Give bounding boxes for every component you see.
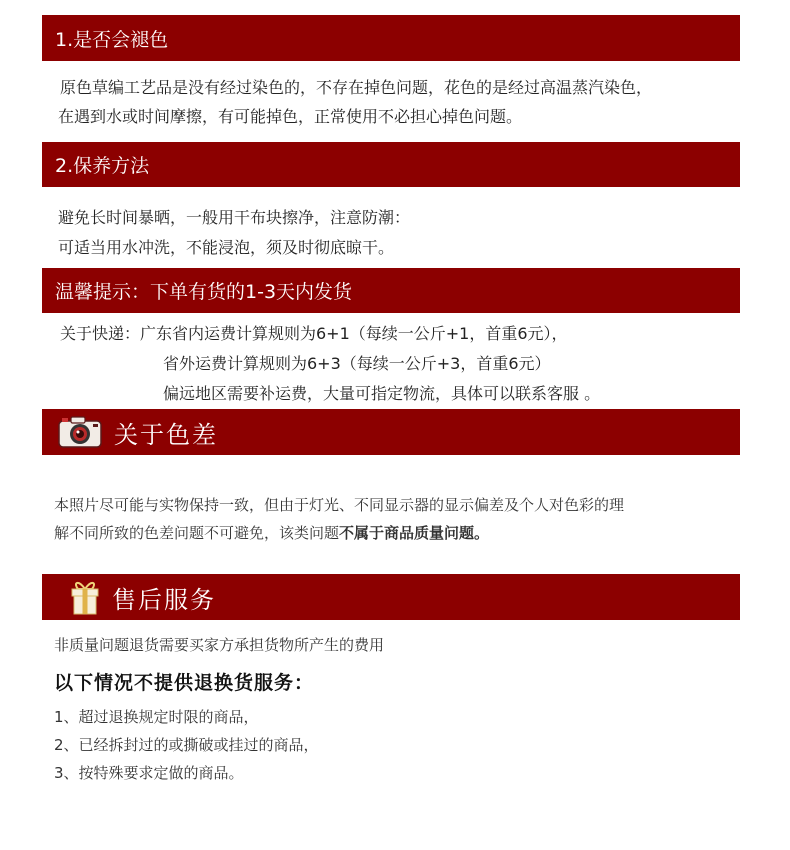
color-diff-text-emphasis: 不属于商品质量问题。 <box>339 524 490 542</box>
care-text-line-1: 避免长时间暴晒，一般用干布块擦净，注意防潮： <box>58 208 411 227</box>
section-title-color-diff: 关于色差 <box>114 420 218 449</box>
color-diff-text-prefix: 解不同所致的色差问题不可避免，该类问题 <box>54 524 340 542</box>
care-text-line-2: 可适当用水冲洗，不能浸泡，须及时彻底晾干。 <box>58 238 395 257</box>
color-diff-text-line-1: 本照片尽可能与实物保持一致，但由于灯光、不同显示器的显示偏差及个人对色彩的理 <box>54 496 625 514</box>
color-diff-text-line-2 <box>54 522 489 543</box>
section-title-care: 2.保养方法 <box>55 155 150 177</box>
after-sales-note: 非质量问题退货需要买家方承担货物所产生的费用 <box>54 636 385 654</box>
shipping-text-line-2: 省外运费计算规则为6+3（每续一公斤+3，首重6元） <box>163 354 551 373</box>
section-title-shipping: 温馨提示：下单有货的1-3天内发货 <box>55 281 353 303</box>
section-header-care <box>42 142 740 187</box>
after-sales-heading: 以下情况不提供退换货服务： <box>54 672 315 694</box>
after-sales-item-3: 3、按特殊要求定做的商品。 <box>54 764 244 782</box>
section-title-fading: 1.是否会褪色 <box>55 28 169 51</box>
section-title-after-sales: 售后服务 <box>112 585 216 614</box>
section-header-fading <box>42 15 740 61</box>
shipping-text-line-1: 关于快递：广东省内运费计算规则为6+1（每续一公斤+1，首重6元）， <box>60 324 568 343</box>
shipping-text-line-3: 偏远地区需要补运费，大量可指定物流，具体可以联系客服 。 <box>163 384 601 403</box>
fading-text-line-2: 在遇到水或时间摩擦，有可能掉色，正常使用不必担心掉色问题。 <box>58 107 523 126</box>
section-header-shipping <box>42 268 740 313</box>
gift-icon <box>70 579 100 615</box>
after-sales-item-1: 1、超过退换规定时限的商品， <box>54 708 259 726</box>
camera-icon <box>58 415 102 449</box>
section-header-after-sales <box>42 574 740 620</box>
fading-text-line-1: 原色草编工艺品是没有经过染色的，不存在掉色问题，花色的是经过高温蒸汽染色， <box>60 78 653 97</box>
after-sales-item-2: 2、已经拆封过的或撕破或挂过的商品， <box>54 736 319 754</box>
section-header-color-diff <box>42 409 740 455</box>
